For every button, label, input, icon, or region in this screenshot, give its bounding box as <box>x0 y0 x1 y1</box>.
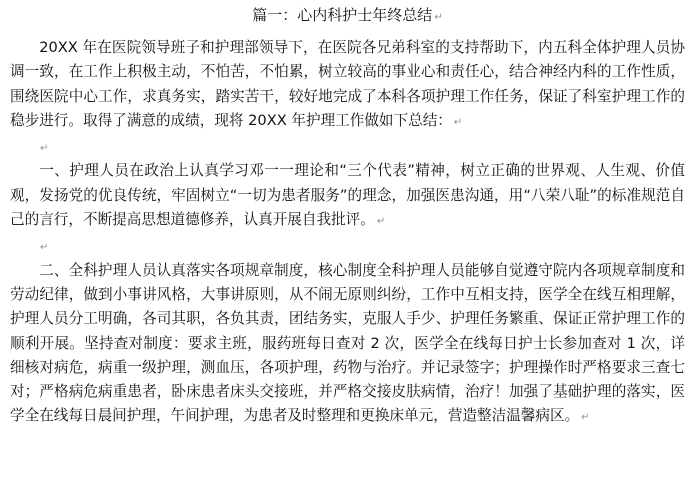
paragraph-mark-icon: ↵ <box>40 143 49 155</box>
paragraph-text: 20XX 年在医院领导班子和护理部领导下，在医院各兄弟科室的支持帮助下，内五科全体护理人员协调一致，在工作上积极主动，不怕苦，不怕累，树立较高的事业心和责任心，结合神经内科的工作性质，围绕医院中心工作，求真务实，踏实苦干，较好地完成了本科各项护理工作任务，保证了科室护理工作的稳步进行。取得了满意的成绩，现将 20XX 年护理工作做如下总结： <box>10 39 685 129</box>
paragraph-mark-icon: ↵ <box>40 242 49 254</box>
empty-line <box>10 234 685 258</box>
paragraph-section-two <box>10 259 685 431</box>
document-title-text: 篇一：心内科护士年终总结 <box>252 6 433 24</box>
paragraph-intro <box>10 36 685 135</box>
paragraph-text: 二、全科护理人员认真落实各项规章制度，核心制度全科护理人员能够自觉遵守院内各项规章制度和劳动纪律，做到小事讲风格，大事讲原则，从不闹无原则纠纷，工作中互相支持，医学全在线互相理解，护理人员分工明确，各司其职，各负其责，团结务实，克服人手少、护理任务繁重、保证正常护理工作的顺利开展。坚持查对制度：要求主班，服药班每日查对 2 次，医学全在线每日护士长参加查对 1 次，详细核对病危，病重一级护理，测血压，各项护理，药物与治疗。并记录签字；护理操作时严格要求三查七对；严格病危病重患者，卧床患者床头交接班，并严格交接皮肤病情，治疗！加强了基础护理的落实，医学全在线每日晨间护理，午间护理，为患者及时整理和更换床单元，营造整洁温馨病区。 <box>10 261 685 425</box>
paragraph-mark-icon: ↵ <box>376 216 386 228</box>
paragraph-text: 一、护理人员在政治上认真学习邓一一理论和“三个代表”精神，树立正确的世界观、人生观、价值观，发扬党的优良传统，牢固树立“一切为患者服务”的理念，加强医患沟通，用“八荣八耻”的标准规范自己的言行，不断提高思想道德修养，认真开展自我批评。 <box>10 162 685 229</box>
paragraph-mark-icon: ↵ <box>453 116 463 128</box>
empty-line <box>10 135 685 159</box>
paragraph-mark-icon: ↵ <box>581 412 590 424</box>
paragraph-section-one <box>10 159 685 234</box>
paragraph-mark-icon: ↵ <box>434 12 443 23</box>
document-title <box>10 4 685 26</box>
